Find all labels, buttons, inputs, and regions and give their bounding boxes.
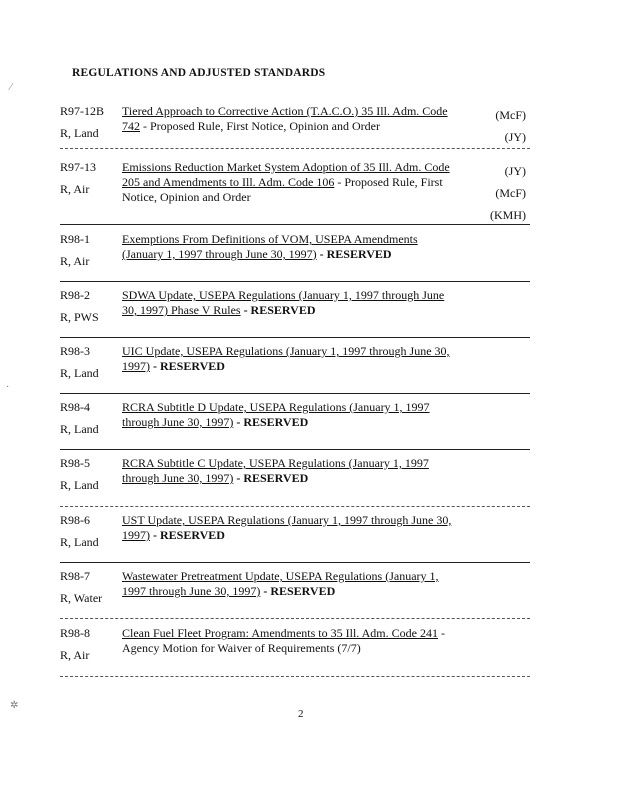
entry-title: Wastewater Pretreatment Update, USEPA Regulations (January 1, 1997 through June 30, 1997) [122,569,439,598]
staff-initial: (JY) [504,164,526,178]
staff-initial: (McF) [495,186,526,200]
staff-initial: (KMH) [490,208,526,222]
staff-initial: (JY) [504,130,526,144]
entry-description [122,232,457,262]
entry-title: Emissions Reduction Market System Adoption of 35 Ill. Adm. Code 205 and Amendments to Ill. Adm. Code 106 [122,160,450,189]
entry-title: RCRA Subtitle C Update, USEPA Regulations (January 1, 1997 through June 30, 1997) [122,456,429,485]
docket-type: R, Air [60,182,90,196]
divider-line [60,618,530,619]
entry-description [122,569,457,599]
docket-number: R98-7 [60,569,90,583]
entry-status: - RESERVED [260,584,336,598]
docket-type: R, Land [60,535,99,549]
entry-title: UST Update, USEPA Regulations (January 1, 1997 through June 30, 1997) [122,513,452,542]
entry-title: Clean Fuel Fleet Program: Amendments to 35 Ill. Adm. Code 241 [122,626,438,640]
divider-line [60,506,530,507]
scan-mark: · [6,382,10,393]
docket-type: R, Land [60,422,99,436]
docket-type: R, Water [60,591,103,605]
docket-number: R98-2 [60,288,90,302]
entry-title: Tiered Approach to Corrective Action (T.A.C.O.) 35 Ill. Adm. Code 742 [122,104,448,133]
staff-initials [490,160,526,226]
docket-number: R98-4 [60,400,90,414]
entry-status: - Agency Motion for Waiver of Requirements (7/7) [122,626,445,655]
entry-status: - RESERVED [233,471,309,485]
docket-number: R98-5 [60,456,90,470]
entry-description [122,626,457,656]
docket-number: R98-3 [60,344,90,358]
divider-line [60,224,530,225]
entry-description [122,104,457,134]
entry-title: UIC Update, USEPA Regulations (January 1, 1997 through June 30, 1997) [122,344,450,373]
entry-status: - RESERVED [233,415,309,429]
docket-type: R, Air [60,254,90,268]
docket-number: R97-12B [60,104,105,118]
entry-description [122,456,457,486]
divider-line [60,337,530,338]
docket-type: R, Land [60,478,99,492]
entry-status: - Proposed Rule, First Notice, Opinion and Order [140,119,380,133]
staff-initials [495,104,526,148]
divider-line [60,676,530,677]
scan-mark: ⁄ [10,82,12,93]
section-heading: REGULATIONS AND ADJUSTED STANDARDS [72,67,326,79]
divider-line [60,148,530,149]
docket-type: R, Land [60,126,99,140]
divider-line [60,393,530,394]
entry-title: RCRA Subtitle D Update, USEPA Regulations (January 1, 1997 through June 30, 1997) [122,400,430,429]
entry-description [122,344,457,374]
entry-description [122,288,457,318]
entry-title: SDWA Update, USEPA Regulations (January 1, 1997 through June 30, 1997) Phase V Rules [122,288,445,317]
docket-number: R97-13 [60,160,96,174]
entry-status: - RESERVED [150,528,225,542]
docket-type: R, Air [60,648,90,662]
divider-line [60,562,530,563]
entry-description [122,513,457,543]
docket-type: R, Land [60,366,99,380]
docket-number: R98-1 [60,232,90,246]
entry-status: - RESERVED [316,247,392,261]
divider-line [60,281,530,282]
entry-title: Exemptions From Definitions of VOM, USEPA Amendments (January 1, 1997 through June 30, 1997) [122,232,418,261]
page-number: 2 [298,708,304,720]
entry-description [122,160,457,205]
entry-status: - RESERVED [150,359,225,373]
docket-type: R, PWS [60,310,99,324]
entry-description [122,400,457,430]
staff-initial: (McF) [495,108,526,122]
scan-mark: ✲ [10,700,19,711]
docket-number: R98-8 [60,626,90,640]
docket-number: R98-6 [60,513,90,527]
divider-line [60,449,530,450]
entry-status: - Proposed Rule, First Notice, Opinion and Order [122,175,443,204]
entry-status: - RESERVED [240,303,316,317]
